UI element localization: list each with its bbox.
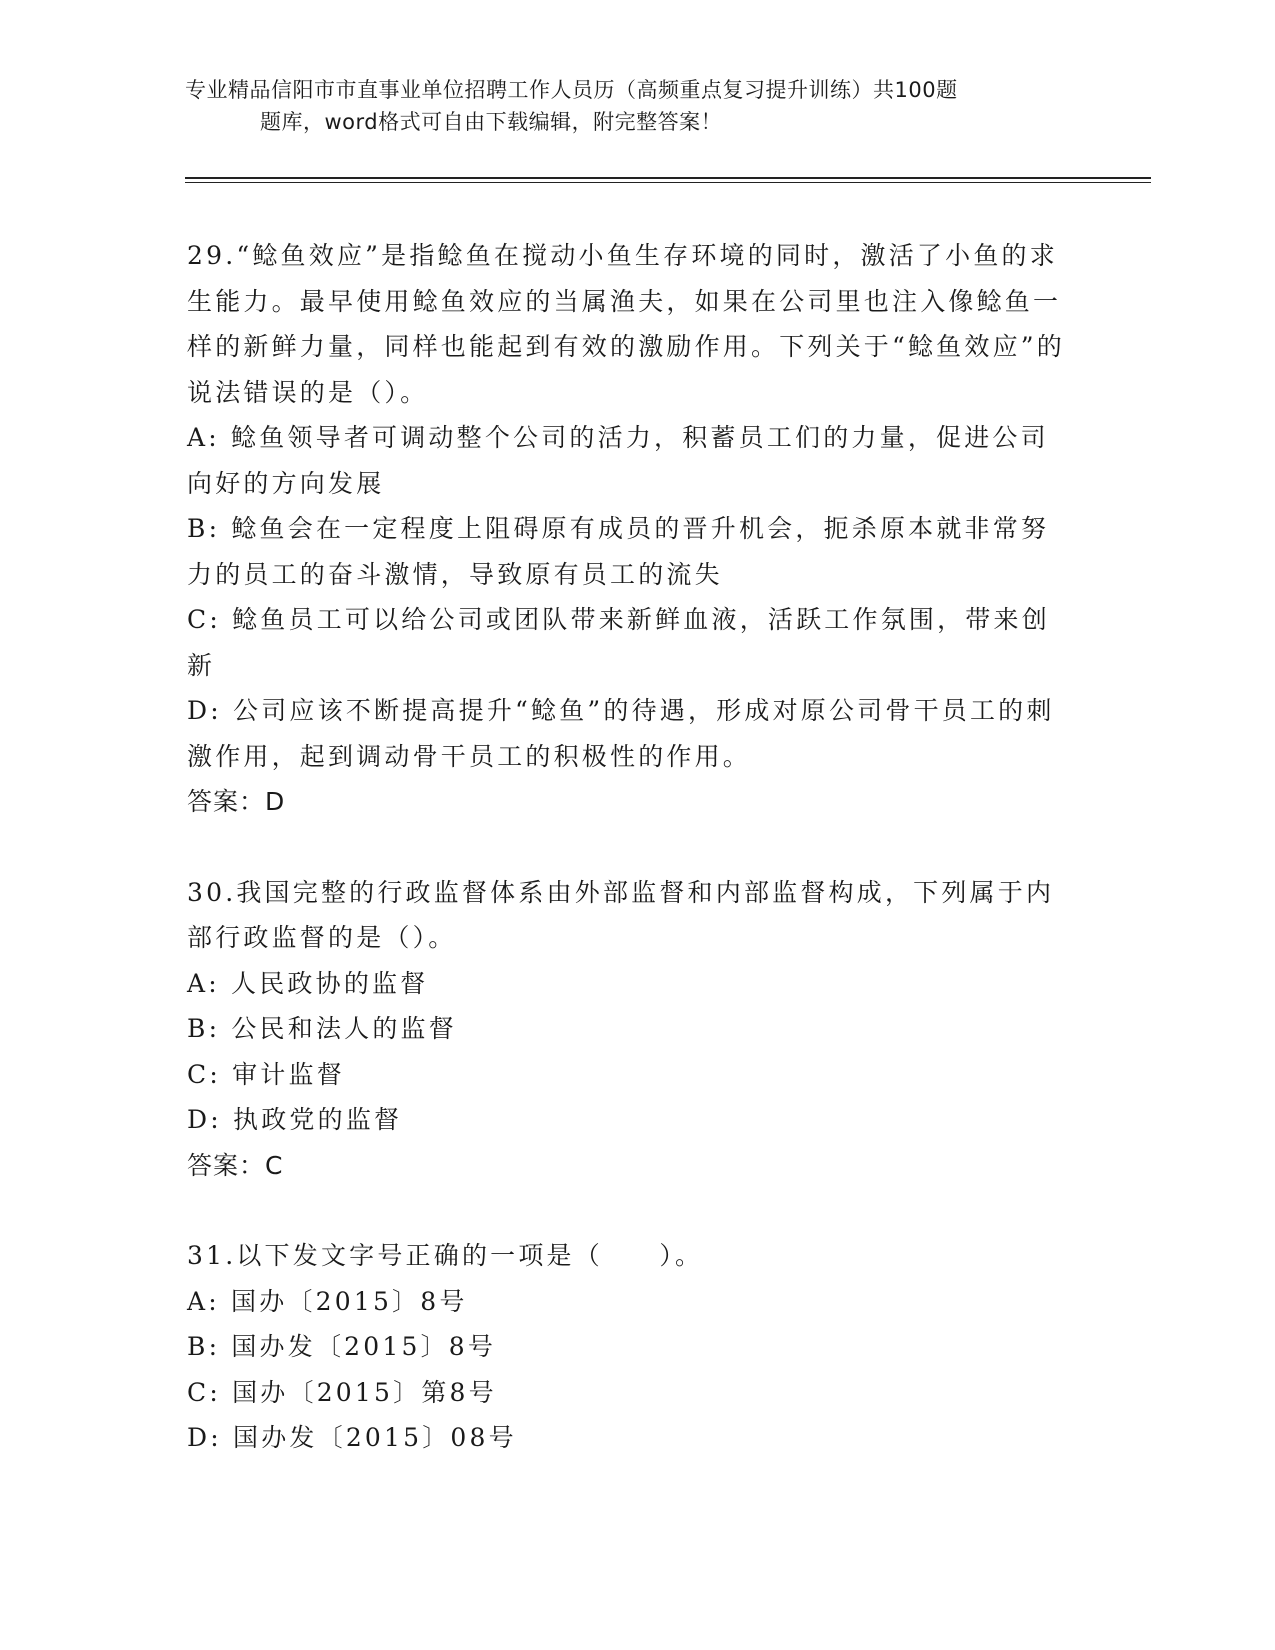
option-d: D: 国办发〔2015〕08号 — [187, 1423, 517, 1452]
answer-line: 答案：D — [187, 787, 286, 816]
option-a: A: 人民政协的监督 — [187, 968, 429, 998]
option-b: B: 鲶鱼会在一定程度上阻碍原有成员的晋升机会，扼杀原本就非常努力的员工的奋斗激情，导致原有员工的流失 — [187, 514, 1050, 589]
question-stem: 30.我国完整的行政监督体系由外部监督和内部监督构成，下列属于内部行政监督的是（）。 — [187, 877, 1055, 952]
option-c: C: 鲶鱼员工可以给公司或团队带来新鲜血液，活跃工作氛围，带来创新 — [187, 605, 1050, 680]
option-c: C: 审计监督 — [187, 1059, 345, 1089]
header-title-line-1: 专业精品信阳市市直事业单位招聘工作人员历（高频重点复习提升训练）共100题 — [185, 78, 958, 102]
option-b: B: 公民和法人的监督 — [187, 1014, 457, 1043]
option-b: B: 国办发〔2015〕8号 — [187, 1332, 497, 1361]
question-list — [187, 233, 1077, 1461]
option-d: D: 执政党的监督 — [187, 1105, 403, 1134]
question-29 — [187, 233, 1077, 825]
header-divider-thick — [185, 177, 1151, 179]
header-divider-thin — [185, 182, 1151, 183]
option-d: D: 公司应该不断提高提升“鲶鱼”的待遇，形成对原公司骨干员工的刺激作用，起到调动骨干员工的积极性的作用。 — [187, 696, 1055, 771]
document-header — [185, 74, 1085, 138]
answer-line: 答案：C — [187, 1150, 284, 1180]
question-spacer — [187, 1188, 1077, 1233]
option-a: A: 国办〔2015〕8号 — [187, 1286, 468, 1316]
question-30 — [187, 870, 1077, 1189]
header-title-line-2: 题库，word格式可自由下载编辑，附完整答案！ — [260, 110, 723, 134]
question-stem: 29.“鲶鱼效应”是指鲶鱼在搅动小鱼生存环境的同时，激活了小鱼的求生能力。最早使用鲶鱼效应的当属渔夫，如果在公司里也注入像鲶鱼一样的新鲜力量，同样也能起到有效的激励作用。下列关于“鲶鱼效应”的说法错误的是（）。 — [187, 241, 1065, 407]
option-c: C: 国办〔2015〕第8号 — [187, 1377, 497, 1407]
question-spacer — [187, 825, 1077, 870]
option-a: A: 鲶鱼领导者可调动整个公司的活力，积蓄员工们的力量，促进公司向好的方向发展 — [187, 423, 1049, 498]
question-31 — [187, 1233, 1077, 1461]
question-stem: 31.以下发文字号正确的一项是（ ）。 — [187, 1241, 704, 1270]
